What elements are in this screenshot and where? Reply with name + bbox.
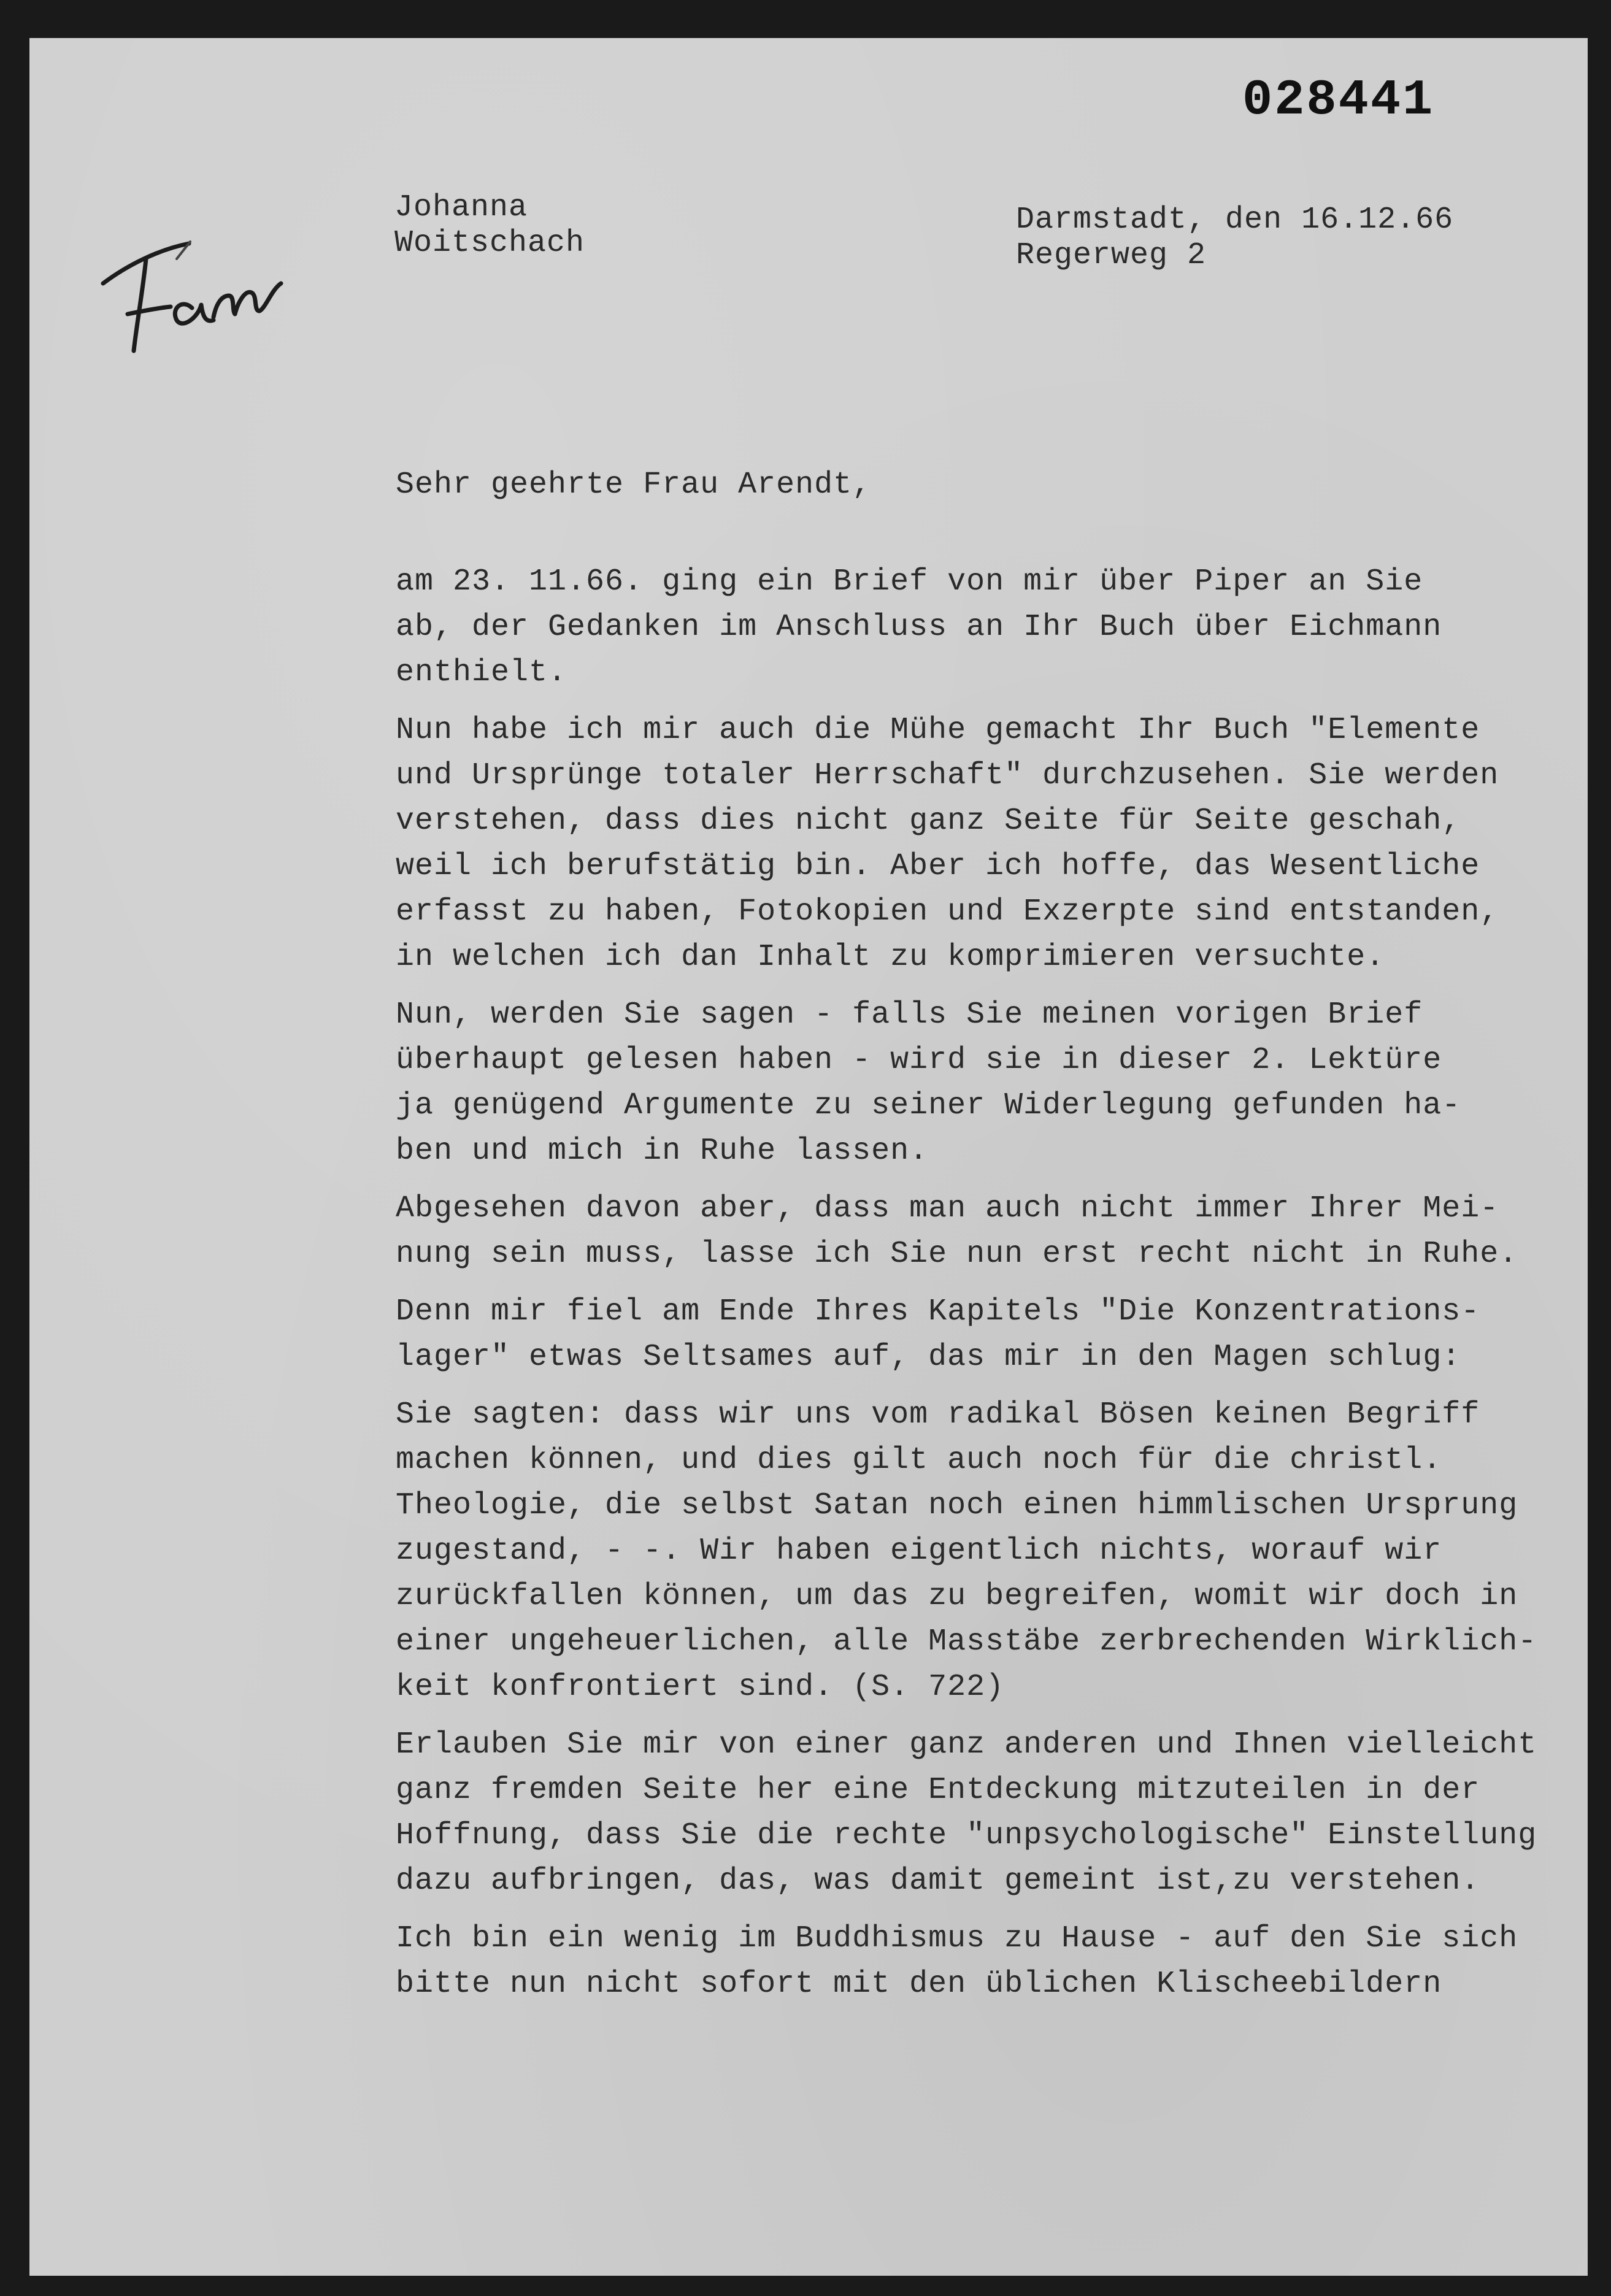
body-line: dazu aufbringen, das, was damit gemeint ist,zu verstehen. — [396, 1864, 1480, 1899]
body-line: überhaupt gelesen haben - wird sie in dieser 2. Lektüre — [396, 1043, 1442, 1078]
body-line: Erlauben Sie mir von einer ganz anderen und Ihnen vielleicht — [396, 1727, 1537, 1762]
body-line: verstehen, dass dies nicht ganz Seite für Seite geschah, — [396, 804, 1461, 839]
place-date-line: Darmstadt, den 16.12.66 — [1016, 202, 1454, 237]
letter-page — [29, 38, 1588, 2276]
body-line: nung sein muss, lasse ich Sie nun erst recht nicht in Ruhe. — [396, 1237, 1518, 1272]
place-date-block — [1016, 202, 1453, 274]
archive-number: 028441 — [1242, 72, 1435, 129]
body-line: ganz fremden Seite her eine Entdeckung mitzuteilen in der — [396, 1773, 1480, 1808]
body-line: Hoffnung, dass Sie die rechte "unpsychologische" Einstellung — [396, 1818, 1537, 1853]
body-line: Denn mir fiel am Ende Ihres Kapitels "Die Konzentrations- — [396, 1294, 1480, 1329]
body-line: und Ursprünge totaler Herrschaft" durchzusehen. Sie werden — [396, 758, 1499, 793]
paragraph-6 — [396, 1392, 1574, 1710]
body-line: Nun, werden Sie sagen - falls Sie meinen vorigen Brief — [396, 997, 1423, 1032]
sender-first-name: Johanna — [394, 190, 528, 225]
body-line: Ich bin ein wenig im Buddhismus zu Hause - auf den Sie sich — [396, 1921, 1518, 1956]
body-line: erfasst zu haben, Fotokopien und Exzerpte sind entstanden, — [396, 894, 1499, 929]
body-line: einer ungeheuerlichen, alle Masstäbe zerbrechenden Wirklich- — [396, 1624, 1537, 1659]
body-line: lager" etwas Seltsames auf, das mir in den Magen schlug: — [396, 1340, 1461, 1375]
body-line: zugestand, - -. Wir haben eigentlich nichts, worauf wir — [396, 1534, 1442, 1568]
paragraph-1 — [396, 559, 1574, 696]
body-line: enthielt. — [396, 655, 567, 690]
paragraph-7 — [396, 1722, 1574, 1904]
body-line: Sie sagten: dass wir uns vom radikal Bösen keinen Begriff — [396, 1397, 1480, 1432]
sender-block — [394, 190, 585, 261]
body-line: bitte nun nicht sofort mit den üblichen Klischeebildern — [396, 1967, 1442, 2002]
handwritten-note-fam — [85, 191, 312, 382]
body-line: ben und mich in Ruhe lassen. — [396, 1134, 929, 1169]
paragraph-5 — [396, 1289, 1574, 1380]
letter-body — [396, 559, 1574, 2019]
salutation: Sehr geehrte Frau Arendt, — [396, 467, 872, 502]
body-line: am 23. 11.66. ging ein Brief von mir über Piper an Sie — [396, 564, 1423, 599]
body-line: weil ich berufstätig bin. Aber ich hoffe, das Wesentliche — [396, 849, 1480, 884]
body-line: Theologie, die selbst Satan noch einen himmlischen Ursprung — [396, 1488, 1518, 1523]
address-line: Regerweg 2 — [1016, 238, 1207, 273]
sender-last-name: Woitschach — [394, 226, 585, 261]
paragraph-3 — [396, 993, 1574, 1174]
body-line: ja genügend Argumente zu seiner Widerlegung gefunden ha- — [396, 1088, 1461, 1123]
body-line: ab, der Gedanken im Anschluss an Ihr Buch über Eichmann — [396, 610, 1442, 645]
paragraph-8 — [396, 1916, 1574, 2007]
body-line: zurückfallen können, um das zu begreifen, womit wir doch in — [396, 1579, 1518, 1614]
body-line: in welchen ich dan Inhalt zu komprimieren versuchte. — [396, 940, 1385, 975]
body-line: Abgesehen davon aber, dass man auch nicht immer Ihrer Mei- — [396, 1191, 1499, 1226]
body-line: machen können, und dies gilt auch noch für die christl. — [396, 1443, 1442, 1478]
paragraph-4 — [396, 1186, 1574, 1277]
body-line: Nun habe ich mir auch die Mühe gemacht Ihr Buch "Elemente — [396, 713, 1480, 748]
paragraph-2 — [396, 708, 1574, 980]
body-line: keit konfrontiert sind. (S. 722) — [396, 1670, 1005, 1705]
